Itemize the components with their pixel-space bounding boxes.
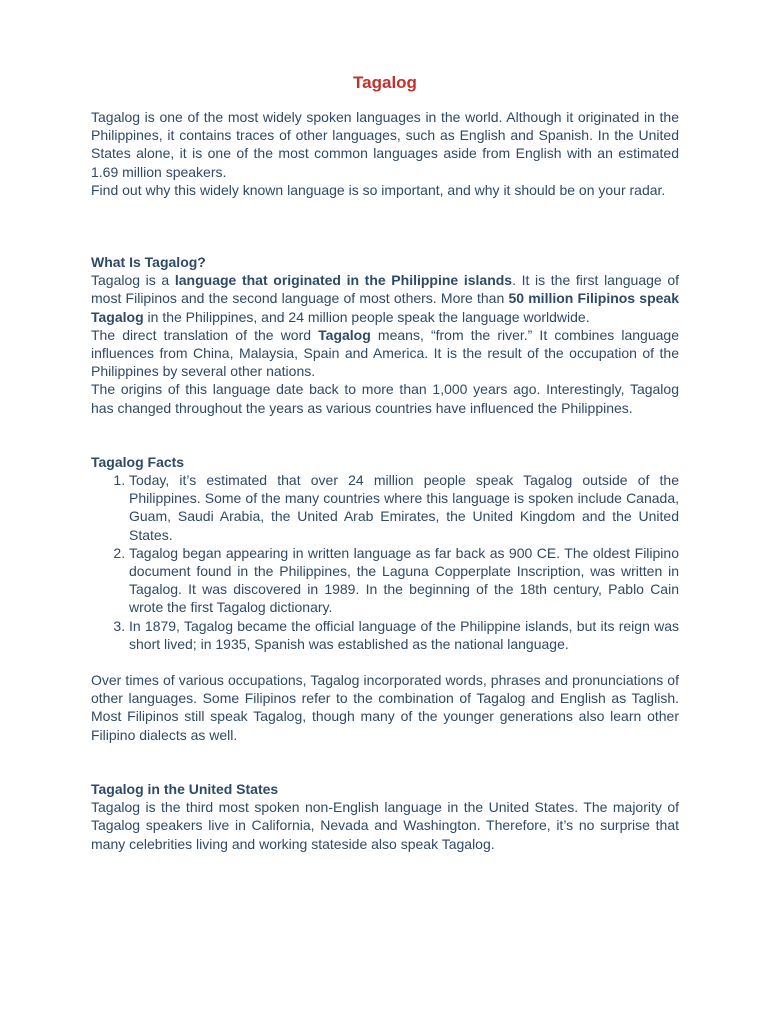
text-run: . It is the first language of most Filipinos and the second language of most others. More than <box>91 272 680 307</box>
section-heading-what-is: What Is Tagalog? <box>91 254 206 271</box>
list-item: 1. Today, it’s estimated that over 24 million people speak Tagalog outside of the Philippines. Some of the many countries where this language is spoken include Canada, Guam, Saudi Arabia, the United Arab Emirates, the United Kingdom and the United States. <box>129 471 679 544</box>
text-run: Tagalog is a <box>91 272 175 289</box>
page-title: Tagalog <box>353 73 417 92</box>
document-page <box>91 72 679 853</box>
list-item: 2. Tagalog began appearing in written language as far back as 900 CE. The oldest Filipino document found in the Philippines, the Laguna Copperplate Inscription, was written in Tagalog. It was discovered in 1989. In the beginning of the 18th century, Pablo Cain wrote the first Tagalog dictionary. <box>129 544 679 617</box>
section-heading-facts: Tagalog Facts <box>91 453 185 470</box>
bold-text-run: language that originated in the Philippine islands <box>174 272 513 289</box>
text-run: in the Philippines, and 24 million people speak the language worldwide. <box>143 308 590 325</box>
list-item: 3. In 1879, Tagalog became the official language of the Philippine islands, but its reign was short lived; in 1935, Spanish was established as the national language. <box>129 617 679 653</box>
facts-list <box>91 471 679 653</box>
facts-after-paragraph: Over times of various occupations, Tagalog incorporated words, phrases and pronunciations of other languages. Some Filipinos refer to the combination of Tagalog and English as Taglish. Most Filipinos still speak Tagalog, though many of the younger generations also learn other Filipino dialects as well. <box>91 672 679 743</box>
bold-text-run: Tagalog <box>318 326 371 343</box>
intro-paragraph-2: Find out why this widely known language is so important, and why it should be on your radar. <box>91 181 666 198</box>
text-run: means, “from the river.” It combines language influences from China, Malaysia, Spain and America. It is the result of the occupation of the Philippines by several other nations. <box>91 326 679 380</box>
united-states-paragraph: Tagalog is the third most spoken non-English language in the United States. The majority of Tagalog speakers live in California, Nevada and Washington. Therefore, it’s no surprise that many celebrities living and working stateside also speak Tagalog. <box>91 799 679 852</box>
what-is-paragraph-3: The origins of this language date back to more than 1,000 years ago. Interestingly, Tagalog has changed throughout the years as various countries have influenced the Philippines. <box>91 381 679 416</box>
intro-paragraph-1: Tagalog is one of the most widely spoken languages in the world. Although it originated in the Philippines, it contains traces of other languages, such as English and Spanish. In the United States alone, it is one of the most common languages aside from English with an estimated 1.69 million speakers. <box>91 109 679 180</box>
bold-text-run: 50 million Filipinos speak Tagalog <box>91 290 679 325</box>
section-heading-united-states: Tagalog in the United States <box>91 780 279 797</box>
what-is-paragraph-1 <box>91 271 679 326</box>
text-run: The direct translation of the word <box>91 326 319 343</box>
what-is-paragraph-2 <box>91 326 679 381</box>
